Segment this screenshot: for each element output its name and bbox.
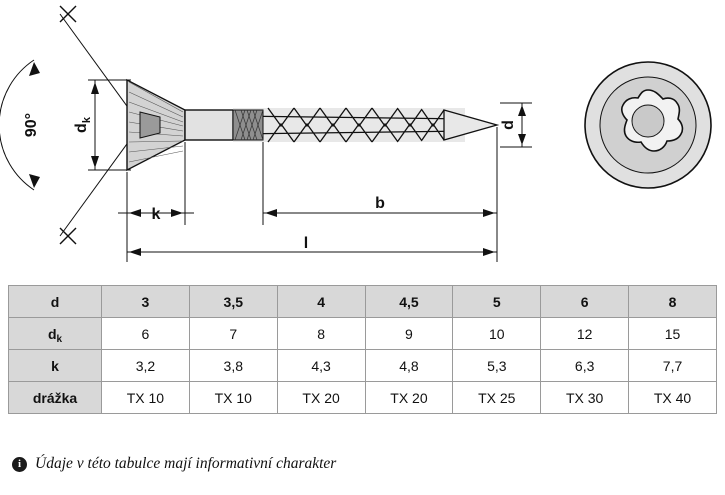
row-header-k: k xyxy=(9,350,102,382)
table-cell: 6 xyxy=(541,286,629,318)
footnote xyxy=(12,455,336,473)
table-cell: 3,2 xyxy=(102,350,190,382)
table-cell: 3,5 xyxy=(189,286,277,318)
screw-shank xyxy=(185,110,233,140)
table-cell: TX 10 xyxy=(189,382,277,414)
table-cell: 12 xyxy=(541,318,629,350)
table-cell: 4,3 xyxy=(277,350,365,382)
table-cell: TX 40 xyxy=(629,382,717,414)
table-cell: TX 30 xyxy=(541,382,629,414)
table-cell: 15 xyxy=(629,318,717,350)
table-cell: 8 xyxy=(277,318,365,350)
table-cell: 6,3 xyxy=(541,350,629,382)
table-cell: 7,7 xyxy=(629,350,717,382)
angle-construction xyxy=(0,14,140,236)
table-cell: TX 20 xyxy=(277,382,365,414)
row-header-drazka: drážka xyxy=(9,382,102,414)
table-cell: 9 xyxy=(365,318,453,350)
table-cell: 10 xyxy=(453,318,541,350)
dim-total-length xyxy=(127,225,497,262)
screw-head xyxy=(127,80,185,170)
table-cell: 5 xyxy=(453,286,541,318)
table-cell: 5,3 xyxy=(453,350,541,382)
table-cell: 3,8 xyxy=(189,350,277,382)
table-cell: 4,5 xyxy=(365,286,453,318)
angle-label: 90° xyxy=(23,112,40,138)
table-cell: TX 20 xyxy=(365,382,453,414)
table-row xyxy=(9,318,717,350)
torx-drive-end-view xyxy=(585,62,711,188)
dimension-table xyxy=(8,285,717,414)
table-cell: 7 xyxy=(189,318,277,350)
shank-diameter-label: d xyxy=(500,120,517,130)
table-row xyxy=(9,350,717,382)
table-cell: TX 10 xyxy=(102,382,190,414)
table-cell: 4 xyxy=(277,286,365,318)
table-cell: 6 xyxy=(102,318,190,350)
table-cell: TX 25 xyxy=(453,382,541,414)
table-cell: 3 xyxy=(102,286,190,318)
table-cell: 4,8 xyxy=(365,350,453,382)
head-height-label: k xyxy=(151,206,161,223)
screw-thread xyxy=(233,108,497,142)
row-header-d: d xyxy=(9,286,102,318)
total-length-label: l xyxy=(303,235,309,252)
table-row xyxy=(9,286,717,318)
thread-length-label: b xyxy=(375,195,385,212)
table-cell: 8 xyxy=(629,286,717,318)
info-icon: i xyxy=(12,457,27,472)
row-header-dk: $d_k$ xyxy=(9,318,102,350)
head-diameter-label: $d_k$ xyxy=(73,117,93,133)
table-row xyxy=(9,382,717,414)
dim-head-diameter xyxy=(88,80,131,170)
footnote-text: Údaje v této tabulce mají informativní charakter xyxy=(35,455,337,472)
